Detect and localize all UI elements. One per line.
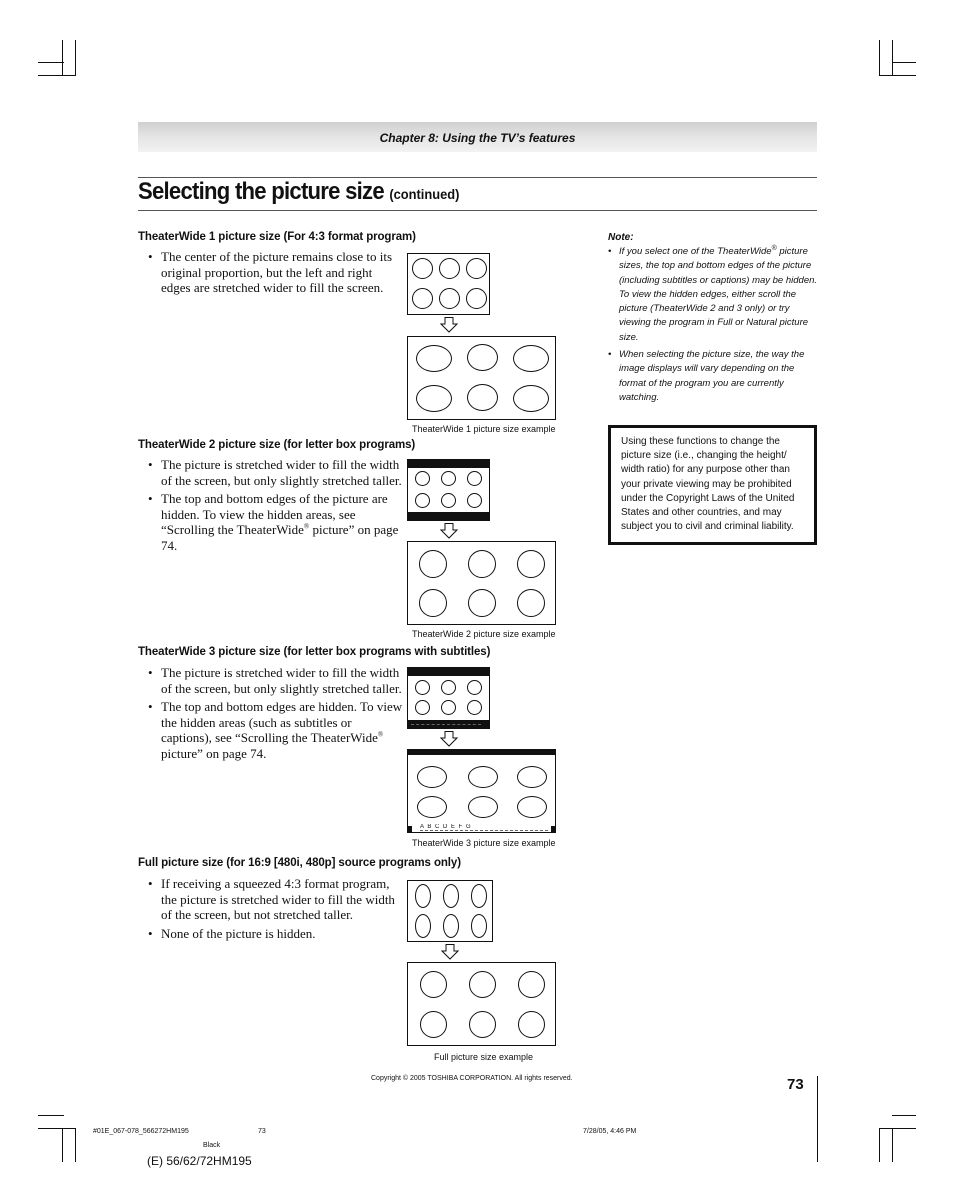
bullet-dot: • xyxy=(148,876,153,891)
bullet-text xyxy=(161,491,403,553)
down-arrow-icon xyxy=(441,944,459,960)
section-heading-theaterwide2: TheaterWide 2 picture size (for letter box programs) xyxy=(138,439,416,451)
chapter-header-bar xyxy=(138,122,817,152)
circle-shape xyxy=(420,1011,447,1038)
section-heading-full: Full picture size (for 16:9 [480i, 480p] source programs only) xyxy=(138,857,461,869)
bullet-dot: • xyxy=(148,926,153,941)
file-date: 7/28/05, 4:46 PM xyxy=(583,1128,637,1135)
crop-mark xyxy=(38,1128,76,1129)
bullet-dot: • xyxy=(148,249,153,264)
bullet-text: If receiving a squeezed 4:3 format program, the picture is stretched wider to fill the width of the screen, but not stretched taller. xyxy=(161,876,395,922)
bullet-text-part: The top and bottom edges are hidden. To view the hidden areas (such as subtitles or captions), see “Scrolling the TheaterWide xyxy=(161,699,403,745)
model-number: (E) 56/62/72HM195 xyxy=(147,1154,252,1168)
ellipse-shape xyxy=(415,884,431,908)
ellipse-shape xyxy=(416,385,452,412)
bullet-dot: • xyxy=(148,699,153,714)
result-picture-theaterwide1 xyxy=(407,336,556,420)
ellipse-shape xyxy=(416,345,452,372)
warning-text: Using these functions to change the picture size (i.e., changing the height/ width ratio) for any purpose other than your private viewing may be prohibited under the Copyright Laws of the United States and other countries, and may subject you to civil and criminal liability. xyxy=(621,436,795,533)
section-heading-theaterwide3: TheaterWide 3 picture size (for letter box programs with subtitles) xyxy=(138,646,491,658)
down-arrow-icon xyxy=(440,523,458,539)
circle-shape xyxy=(466,258,487,279)
ellipse-shape xyxy=(468,766,498,788)
ellipse-shape xyxy=(513,345,549,372)
circle-shape xyxy=(415,493,430,508)
crop-mark xyxy=(75,1128,76,1162)
source-picture-letterbox-subtitles xyxy=(407,667,490,729)
letterbox-bar-right xyxy=(551,826,555,832)
crop-mark xyxy=(892,40,893,76)
note-text xyxy=(619,245,819,345)
ellipse-shape xyxy=(467,384,498,411)
page-number: 73 xyxy=(787,1076,804,1093)
file-id: #01E_067-078_566272HM195 xyxy=(93,1128,189,1135)
ellipse-shape xyxy=(467,344,498,371)
circle-shape xyxy=(420,971,447,998)
circle-shape xyxy=(441,680,456,695)
circle-shape xyxy=(467,471,482,486)
bullet-text: None of the picture is hidden. xyxy=(161,926,316,941)
source-picture-squeezed xyxy=(407,880,493,942)
color-label: Black xyxy=(203,1142,221,1149)
subtitle-text-label: A B C D E F G xyxy=(420,824,472,830)
ellipse-shape xyxy=(417,766,447,788)
circle-shape xyxy=(412,288,433,309)
crop-mark xyxy=(879,1128,916,1129)
down-arrow-icon xyxy=(440,317,458,333)
bullet-text: The center of the picture remains close to its original proportion, but the left and right edges are stretched wider to fill the screen. xyxy=(161,249,393,295)
bullet-text xyxy=(161,699,403,761)
result-picture-theaterwide3 xyxy=(407,749,556,833)
crop-mark xyxy=(62,1128,63,1162)
subtitle-text xyxy=(420,824,548,831)
bullet-dot: • xyxy=(608,246,612,257)
crop-mark xyxy=(62,40,63,76)
ellipse-shape xyxy=(517,766,547,788)
note-text-part: If you select one of the TheaterWide xyxy=(619,246,772,257)
note-text-part: picture sizes, the top and bottom edges of the picture (including subtitles or captions) may be hidden. To view the hidden edges, either scroll the picture (TheaterWide 2 and 3 only) or try viewing the program in Full or Natural picture size. xyxy=(619,246,818,343)
result-picture-full xyxy=(407,962,556,1046)
page-title-suffix: (continued) xyxy=(389,186,460,202)
bullet-text: The picture is stretched wider to fill the width of the screen, but only slightly stretched taller. xyxy=(161,457,402,488)
crop-mark xyxy=(38,75,76,76)
ellipse-shape xyxy=(443,884,459,908)
crop-mark xyxy=(892,62,916,63)
circle-shape xyxy=(419,550,447,578)
circle-shape xyxy=(518,971,545,998)
letterbox-bar-top xyxy=(408,750,555,755)
figure-caption: Full picture size example xyxy=(434,1052,534,1062)
circle-shape xyxy=(468,589,496,617)
bullet-text: The picture is stretched wider to fill the width of the screen, but only slightly stretched taller. xyxy=(161,665,402,696)
circle-shape xyxy=(468,550,496,578)
chapter-title: Chapter 8: Using the TV’s features xyxy=(379,131,576,145)
registered-mark: ® xyxy=(771,244,777,252)
bullet-dot: • xyxy=(148,457,153,472)
source-picture-letterbox xyxy=(407,459,490,521)
letterbox-bar-left xyxy=(408,826,412,832)
circle-shape xyxy=(441,493,456,508)
copyright-warning-box xyxy=(608,425,817,545)
crop-mark xyxy=(879,75,916,76)
note-label: Note: xyxy=(608,232,634,243)
crop-mark xyxy=(38,62,64,63)
figure-caption: TheaterWide 3 picture size example xyxy=(412,838,556,848)
crop-mark xyxy=(38,1115,64,1116)
circle-shape xyxy=(419,589,447,617)
circle-shape xyxy=(415,471,430,486)
page-title xyxy=(138,178,459,206)
circle-shape xyxy=(469,971,496,998)
circle-shape xyxy=(518,1011,545,1038)
figure-caption: TheaterWide 2 picture size example xyxy=(412,629,556,639)
down-arrow-icon xyxy=(440,731,458,747)
bullet-dot: • xyxy=(608,349,612,360)
crop-mark xyxy=(892,1128,893,1162)
ellipse-shape xyxy=(517,796,547,818)
page-title-text: Selecting the picture size xyxy=(138,178,384,205)
ellipse-shape xyxy=(417,796,447,818)
circle-shape xyxy=(412,258,433,279)
circle-shape xyxy=(517,589,545,617)
bullet-dot: • xyxy=(148,491,153,506)
figure-caption: TheaterWide 1 picture size example xyxy=(412,424,556,434)
page-number-rule xyxy=(817,1076,818,1162)
subtitle-text xyxy=(411,719,481,725)
letterbox-bar-bottom xyxy=(408,512,489,520)
circle-shape xyxy=(467,680,482,695)
registered-mark: ® xyxy=(303,522,310,531)
circle-shape xyxy=(439,288,460,309)
crop-mark xyxy=(879,1128,880,1162)
letterbox-bar-top xyxy=(408,460,489,468)
ellipse-shape xyxy=(513,385,549,412)
crop-mark xyxy=(892,1115,916,1116)
subtitle-text-label: A B C D E F G xyxy=(411,719,447,724)
ellipse-shape xyxy=(468,796,498,818)
registered-mark: ® xyxy=(377,730,384,739)
crop-mark xyxy=(879,40,880,76)
letterbox-bar-top xyxy=(408,668,489,676)
source-picture-4x3 xyxy=(407,253,490,315)
ellipse-shape xyxy=(443,914,459,938)
result-picture-theaterwide2 xyxy=(407,541,556,625)
ellipse-shape xyxy=(415,914,431,938)
circle-shape xyxy=(415,700,430,715)
crop-mark xyxy=(75,40,76,76)
circle-shape xyxy=(467,700,482,715)
section-heading-theaterwide1: TheaterWide 1 picture size (For 4:3 format program) xyxy=(138,231,416,243)
ellipse-shape xyxy=(471,884,487,908)
circle-shape xyxy=(439,258,460,279)
copyright-notice: Copyright © 2005 TOSHIBA CORPORATION. All rights reserved. xyxy=(371,1075,573,1082)
circle-shape xyxy=(441,700,456,715)
bullet-text-part: picture” on page 74. xyxy=(161,745,267,761)
circle-shape xyxy=(415,680,430,695)
ellipse-shape xyxy=(471,914,487,938)
bullet-text-part: The top and bottom edges of the picture are hidden. To view the hidden areas, see “Scrolling the TheaterWide xyxy=(161,491,388,537)
bullet-text-part: picture” on page 74. xyxy=(161,522,399,553)
note-text: When selecting the picture size, the way the image displays will vary depending on the format of the program you are currently watching. xyxy=(619,349,805,403)
circle-shape xyxy=(469,1011,496,1038)
bullet-dot: • xyxy=(148,665,153,680)
file-page: 73 xyxy=(258,1128,266,1135)
circle-shape xyxy=(467,493,482,508)
title-bottom-rule xyxy=(138,210,817,211)
circle-shape xyxy=(466,288,487,309)
circle-shape xyxy=(517,550,545,578)
circle-shape xyxy=(441,471,456,486)
